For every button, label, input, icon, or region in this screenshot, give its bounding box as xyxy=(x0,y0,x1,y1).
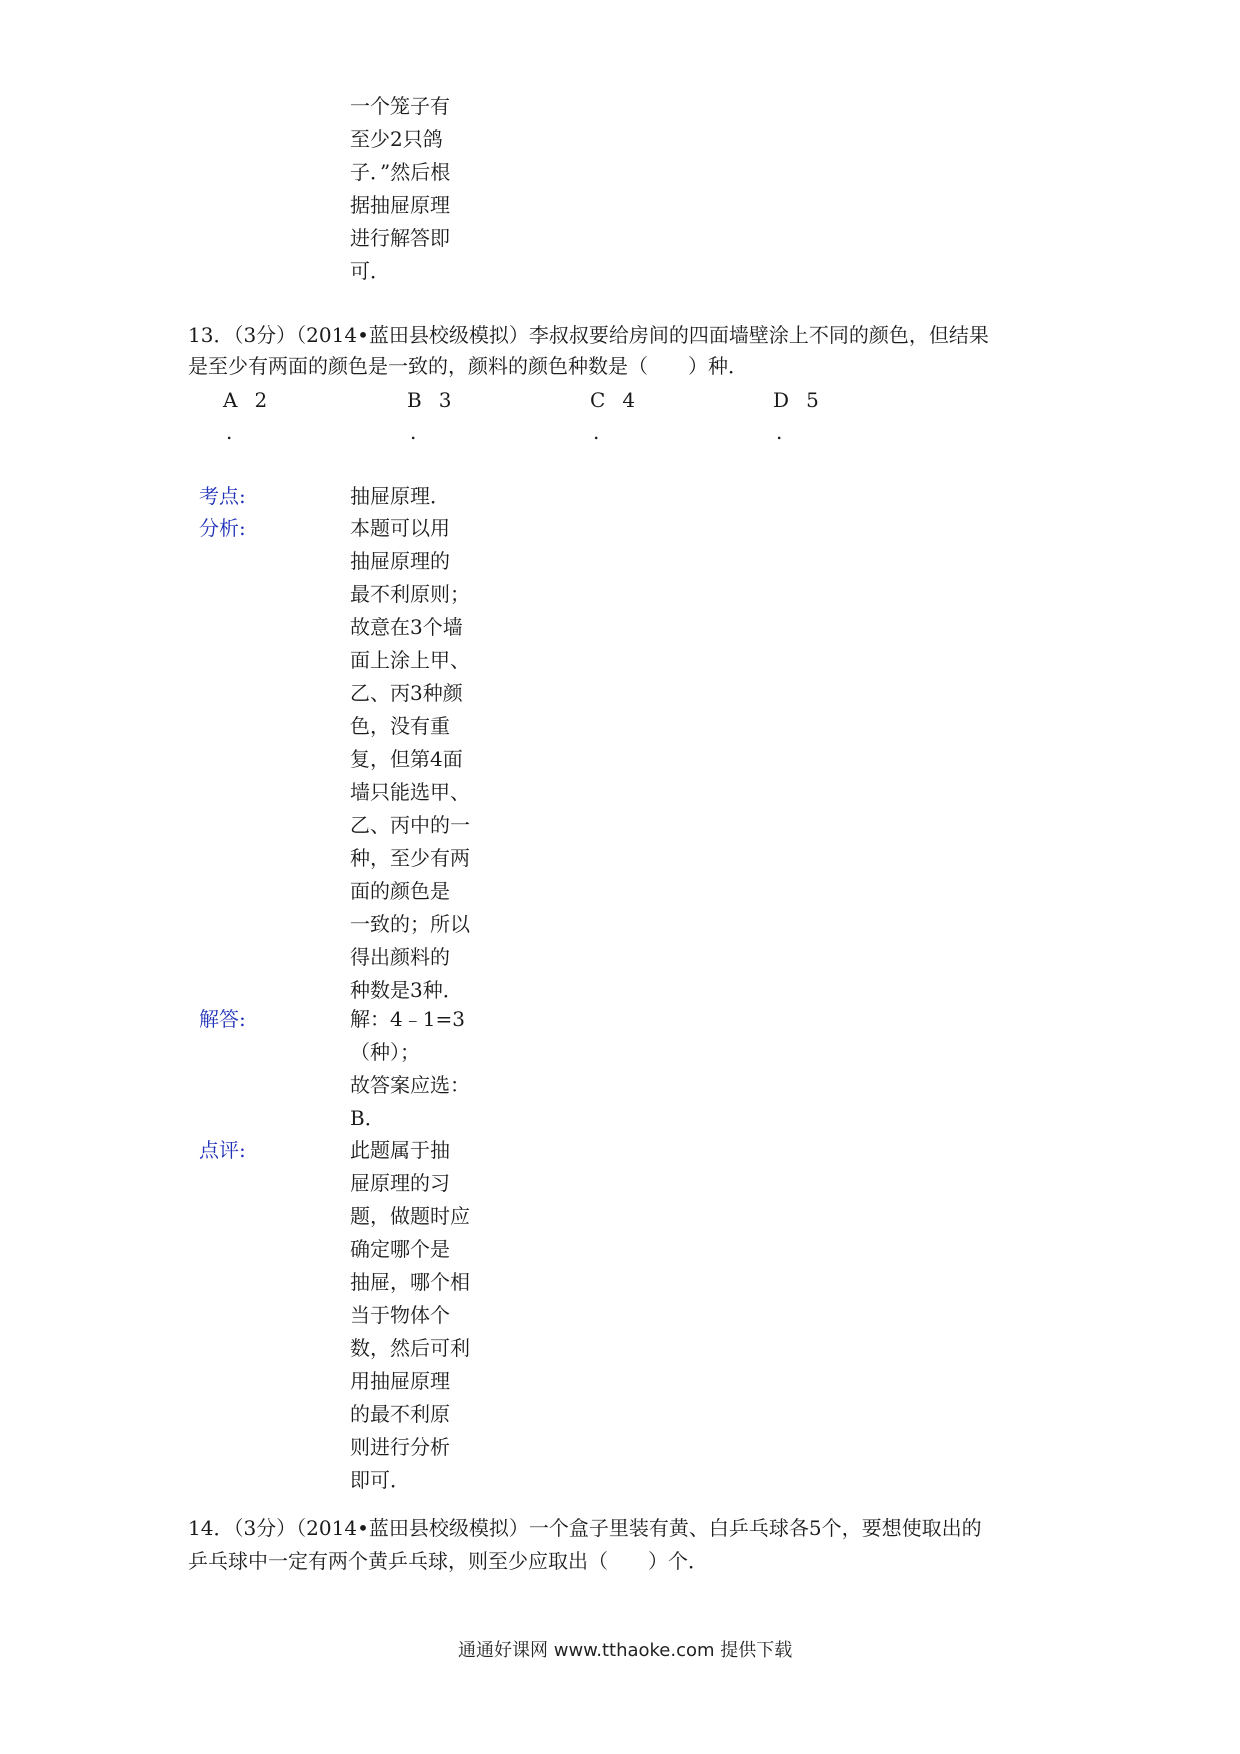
dianping-line: 用抽屉原理 xyxy=(350,1369,450,1393)
fenxi-line: 本题可以用 xyxy=(350,516,450,540)
option-dot: . xyxy=(776,420,783,444)
fenxi-line: 故意在3个墙 xyxy=(350,615,463,639)
dianping-line: 确定哪个是 xyxy=(350,1237,450,1261)
fenxi-line: 面的颜色是 xyxy=(350,879,450,903)
prev-tail-line: 据抽屉原理 xyxy=(350,193,450,217)
question-13-line-1: 13．（3分）（2014•蓝田县校级模拟）李叔叔要给房间的四面墙壁涂上不同的颜色，但结果 xyxy=(188,323,989,347)
option-b xyxy=(407,384,452,417)
jieda-content xyxy=(350,1003,470,1135)
fenxi-line: 色，没有重 xyxy=(350,714,450,738)
option-letter: C xyxy=(590,388,606,412)
prev-tail-line: 可． xyxy=(350,259,390,283)
option-letter: A xyxy=(223,388,238,412)
dianping-line: 抽屉，哪个相 xyxy=(350,1270,470,1294)
fenxi-line: 乙、丙中的一 xyxy=(350,813,470,837)
dianping-line: 此题属于抽 xyxy=(350,1138,450,1162)
dianping-line: 则进行分析 xyxy=(350,1435,450,1459)
jieda-line: B． xyxy=(350,1106,385,1130)
question-14-line-2: 乒乓球中一定有两个黄乒乓球，则至少应取出（ ）个． xyxy=(188,1549,708,1573)
prev-tail-line: 至少2只鸽 xyxy=(350,127,443,151)
option-a xyxy=(223,384,267,417)
fenxi-line: 乙、丙3种颜 xyxy=(350,681,463,705)
option-dot: . xyxy=(410,420,417,444)
kaodian-content xyxy=(350,480,450,513)
fenxi-line: 墙只能选甲、 xyxy=(350,780,470,804)
option-value: 2 xyxy=(254,388,268,412)
dianping-line: 题，做题时应 xyxy=(350,1204,470,1228)
dianping-content xyxy=(350,1134,470,1497)
fenxi-label: 分析: xyxy=(199,516,246,540)
option-letter: B xyxy=(407,388,422,412)
fenxi-line: 得出颜料的 xyxy=(350,945,450,969)
fenxi-line: 种数是3种． xyxy=(350,978,463,1002)
fenxi-line: 最不利原则； xyxy=(350,582,470,606)
prev-tail-line: 进行解答即 xyxy=(350,226,450,250)
jieda-line: 故答案应选： xyxy=(350,1073,470,1097)
option-value: 3 xyxy=(438,388,452,412)
dianping-line: 屉原理的习 xyxy=(350,1171,450,1195)
prev-tail-line: 一个笼子有 xyxy=(350,94,450,118)
page-footer: 通通好课网 www.tthaoke.com 提供下载 xyxy=(458,1640,793,1661)
jieda-label: 解答: xyxy=(199,1007,246,1031)
prev-tail-line: 子．”然后根 xyxy=(350,160,451,184)
dianping-label: 点评: xyxy=(199,1138,246,1162)
question-13-line-2: 是至少有两面的颜色是一致的，颜料的颜色种数是（ ）种． xyxy=(188,354,748,378)
fenxi-line: 抽屉原理的 xyxy=(350,549,450,573)
option-dot: . xyxy=(593,420,600,444)
prev-answer-tail xyxy=(350,90,450,288)
question-14-line-1: 14．（3分）（2014•蓝田县校级模拟）一个盒子里装有黄、白乒乓球各5个，要想使取出的 xyxy=(188,1516,982,1540)
dianping-line: 当于物体个 xyxy=(350,1303,450,1327)
option-d xyxy=(773,384,819,417)
jieda-line: 解：4﹣1=3 xyxy=(350,1007,465,1031)
dianping-line: 即可． xyxy=(350,1468,410,1492)
jieda-line: （种）； xyxy=(350,1040,420,1064)
fenxi-line: 种，至少有两 xyxy=(350,846,470,870)
kaodian-line: 抽屉原理． xyxy=(350,484,450,508)
option-value: 4 xyxy=(622,388,636,412)
kaodian-label: 考点: xyxy=(199,484,246,508)
fenxi-line: 面上涂上甲、 xyxy=(350,648,470,672)
fenxi-content xyxy=(350,512,470,1007)
dianping-line: 数，然后可利 xyxy=(350,1336,470,1360)
dianping-line: 的最不利原 xyxy=(350,1402,450,1426)
option-letter: D xyxy=(773,388,790,412)
option-c xyxy=(590,384,635,417)
fenxi-line: 复，但第4面 xyxy=(350,747,463,771)
option-dot: . xyxy=(226,420,233,444)
fenxi-line: 一致的；所以 xyxy=(350,912,470,936)
option-value: 5 xyxy=(806,388,819,412)
